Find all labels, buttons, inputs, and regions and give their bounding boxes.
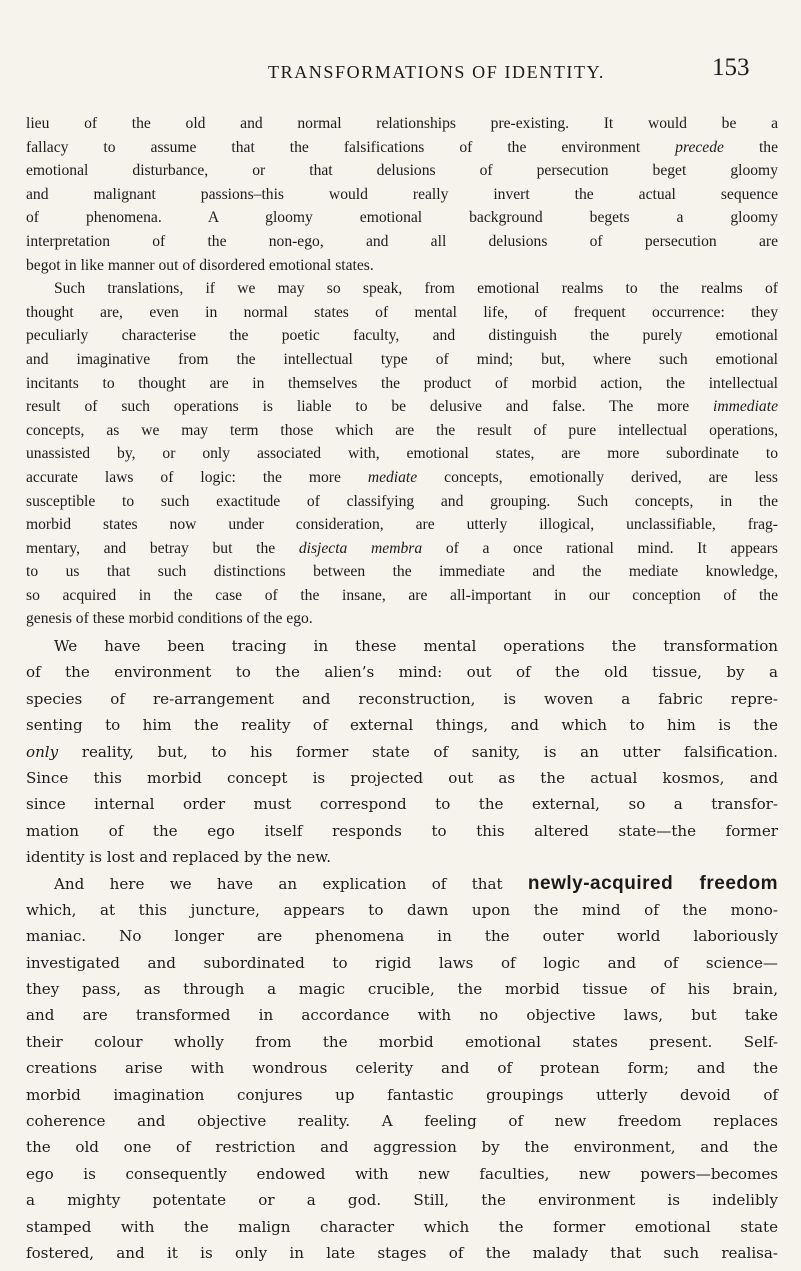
text-span: And here we have an explication of that (54, 874, 528, 893)
text-line: begot in like manner out of disordered emotional states. (26, 256, 374, 274)
text-line: and are transformed in accordance with no objective laws, but take (26, 1006, 778, 1025)
text-line (26, 466, 778, 490)
text-span: result of such operations is liable to be delusive and false. The more (26, 398, 714, 416)
text-line: their colour wholly from the morbid emotional states present. Self- (26, 1032, 778, 1051)
text-line: and imaginative from the intellectual type of mind; but, where such emotional (26, 350, 778, 368)
text-span: concepts, emotionally derived, are less (417, 468, 778, 486)
text-line (26, 537, 778, 561)
emphasis-immediate: immediate (713, 398, 778, 416)
text-span: the (723, 138, 778, 156)
text-line: interpretation of the non-ego, and all delusions of persecution are (26, 232, 778, 250)
text-line: of the environment to the alien’s mind: out of the old tissue, by a (26, 663, 778, 682)
text-line: creations arise with wondrous celerity and of protean form; and the (26, 1059, 778, 1078)
text-line: morbid imagination conjures up fantastic groupings utterly devoid of (26, 1085, 778, 1104)
text-line: mation of the ego itself responds to this altered state—the former (26, 821, 778, 840)
text-line: of phenomena. A gloomy emotional background begets a gloomy (26, 209, 778, 227)
text-line (26, 871, 778, 897)
text-line: peculiarly characterise the poetic faculty, and distinguish the purely emotional (26, 327, 778, 345)
text-line: species of re-arrangement and reconstruction, is woven a fabric repre- (26, 689, 778, 708)
running-head: TRANSFORMATIONS OF IDENTITY. (268, 62, 605, 82)
text-line: Since this morbid concept is projected out as the actual kosmos, and (26, 768, 778, 787)
text-line: thought are, even in normal states of mental life, of frequent occurrence: they (26, 303, 778, 321)
text-line: emotional disturbance, or that delusions of persecution beget gloomy (26, 162, 778, 180)
text-line (26, 739, 778, 765)
text-line: the old one of restriction and aggression by the environment, and the (26, 1138, 778, 1157)
emphasis-only: only (26, 742, 59, 761)
text-line: We have been tracing in these mental operations the transformation (54, 637, 778, 655)
emphasis-disjecta-membra: disjecta membra (298, 539, 423, 557)
text-span: reality, but, to his former state of sanity, is an utter falsification. (81, 742, 778, 761)
text-line: which, at this juncture, appears to dawn upon the mind of the mono- (26, 900, 778, 919)
text-line: to us that such distinctions between the immediate and the mediate knowledge, (26, 563, 778, 581)
text-line: Such translations, if we may so speak, from emotional realms to the realms of (54, 280, 778, 298)
text-span: of a once rational mind. It appears (422, 539, 778, 557)
text-span: mentary, and betray but the (26, 539, 299, 557)
text-line: identity is lost and replaced by the new. (26, 848, 332, 867)
page-header (0, 54, 801, 94)
text-span: accurate laws of logic: the more (26, 468, 368, 486)
text-line: stamped with the malign character which the former emotional state (26, 1217, 778, 1236)
text-line: concepts, as we may term those which are the result of pure intellectual operations, (26, 421, 778, 439)
text-line: a mighty potentate or a god. Still, the environment is indelibly (26, 1191, 778, 1210)
text-line: morbid states now under consideration, are utterly illogical, unclassifiable, frag- (26, 516, 778, 534)
text-line: so acquired in the case of the insane, are all-important in our conception of the (26, 586, 778, 604)
text-line: incitants to thought are in themselves the product of morbid action, the intellectual (26, 374, 778, 392)
emphasis-precede: precede (675, 138, 724, 156)
emphasis-newly-acquired-freedom: newly-acquired freedom (527, 872, 778, 894)
text-line: they pass, as through a magic crucible, the morbid tissue of his brain, (26, 980, 778, 999)
text-span: fallacy to assume that the falsifications of the environment (26, 138, 676, 156)
text-line: unassisted by, or only associated with, emotional states, are more subordinate to (26, 445, 778, 463)
small-print-section (26, 112, 778, 631)
main-text-section (26, 633, 778, 1266)
text-line: and malignant passions–this would really invert the actual sequence (26, 185, 778, 203)
text-line (26, 395, 778, 419)
text-line: since internal order must correspond to the external, so a transfor- (26, 795, 778, 814)
text-line: lieu of the old and normal relationships pre-existing. It would be a (26, 115, 778, 132)
text-line: coherence and objective reality. A feeling of new freedom replaces (26, 1112, 778, 1131)
text-line: susceptible to such exactitude of classifying and grouping. Such concepts, in the (26, 492, 778, 510)
text-line (26, 136, 778, 160)
page-number: 153 (712, 54, 750, 81)
text-line: fostered, and it is only in late stages of the malady that such realisa- (26, 1243, 778, 1262)
text-line: senting to him the reality of external things, and which to him is the (26, 716, 778, 735)
text-line: ego is consequently endowed with new faculties, new powers—becomes (26, 1164, 778, 1183)
emphasis-mediate: mediate (367, 468, 418, 486)
text-line: maniac. No longer are phenomena in the outer world laboriously (26, 927, 778, 946)
text-line: investigated and subordinated to rigid laws of logic and of science— (26, 953, 778, 972)
text-line: genesis of these morbid conditions of the ego. (26, 610, 313, 628)
